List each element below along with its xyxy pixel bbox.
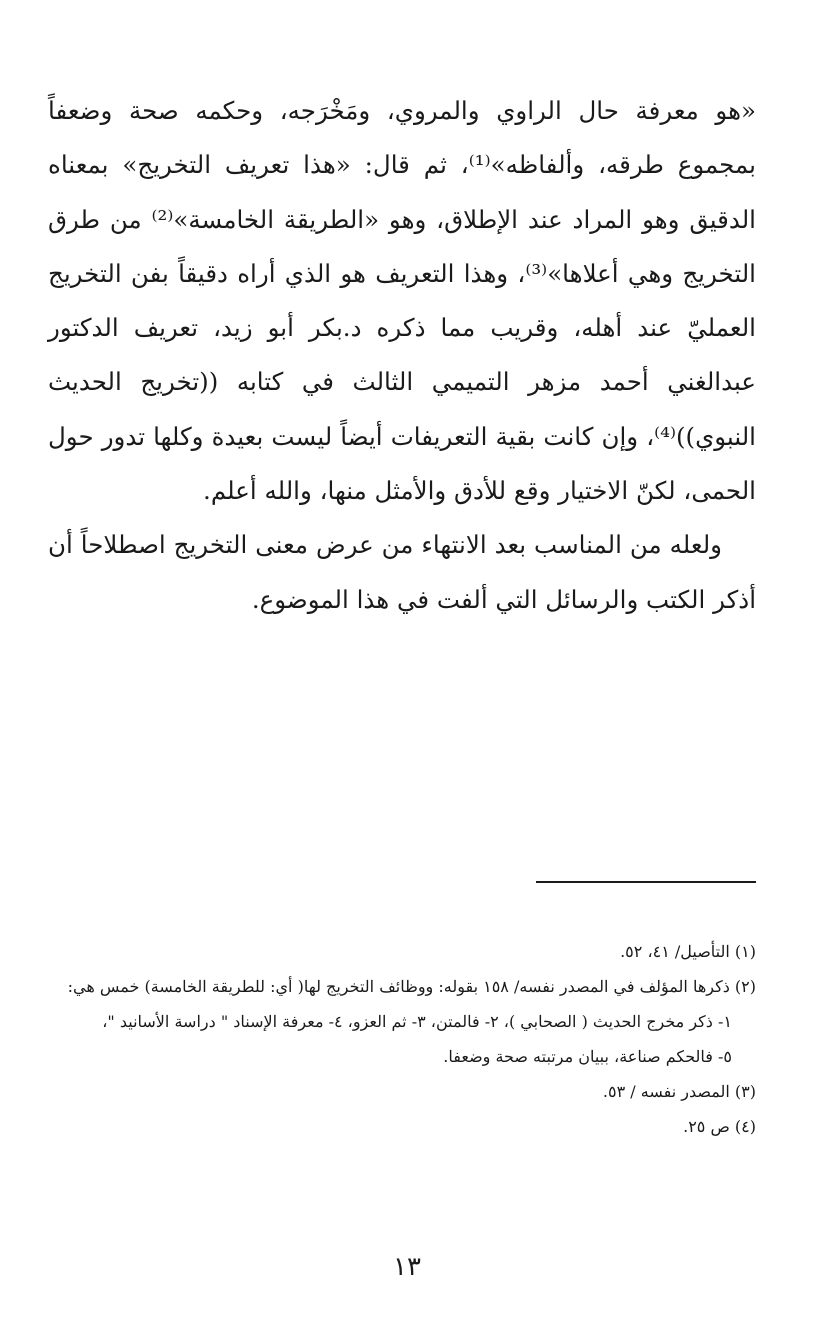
- footnote-2: (٢) ذكرها المؤلف في المصدر نفسه/ ١٥٨ بقوله: ووظائف التخريج لها( أي: للطريقة الخامسة) خمس هي:: [67, 977, 756, 996]
- paragraph-1: «هو معرفة حال الراوي والمروي، ومَخْرَجه، وحكمه صحة وضعفاً بمجموع طرقه، وألفاظه»⁽¹⁾، ثم قال: «هذا تعريف التخريج» بمعناه الدقيق وهو المراد عند الإطلاق، وهو «الطريقة الخامسة»⁽²⁾ من طرق التخريج وهي أعلاها»⁽³⁾، وهذا التعريف هو الذي أراه دقيقاً بفن التخريج العمليّ عند أهله، وقريب مما ذكره د.بكر أبو زيد، تعريف الدكتور عبدالغني أحمد مزهر التميمي الثالث في كتابه ((تخريج الحديث النبوي))⁽⁴⁾، وإن كانت بقية التعريفات أيضاً ليست بعيدة وكلها تدور حول الحمى، لكنّ الاختيار وقع للأدق والأمثل منها، والله أعلم.: [48, 96, 756, 506]
- paragraph-2: ولعله من المناسب بعد الانتهاء من عرض معنى التخريج اصطلاحاً أن أذكر الكتب والرسائل التي ألفت في هذا الموضوع.: [48, 530, 756, 614]
- main-text: [48, 84, 756, 627]
- footnote-2-list-line-2: ٥- فالحكم صناعة، ببيان مرتبته صحة وضعفا.: [443, 1047, 732, 1066]
- footnote-3: (٣) المصدر نفسه / ٥٣.: [602, 1082, 756, 1101]
- footnote-1: (١) التأصيل/ ٤١، ٥٢.: [620, 942, 756, 961]
- footnotes: [56, 934, 756, 1144]
- footnote-4: (٤) ص ٢٥.: [683, 1117, 756, 1136]
- footnote-divider: [536, 881, 756, 883]
- footnote-2-list-line-1: ١- ذكر مخرج الحديث ( الصحابي )، ٢- فالمتن، ٣- ثم العزو، ٤- معرفة الإسناد " دراسة الأسانيد "،: [102, 1012, 732, 1031]
- page-number: ١٣: [393, 1252, 421, 1282]
